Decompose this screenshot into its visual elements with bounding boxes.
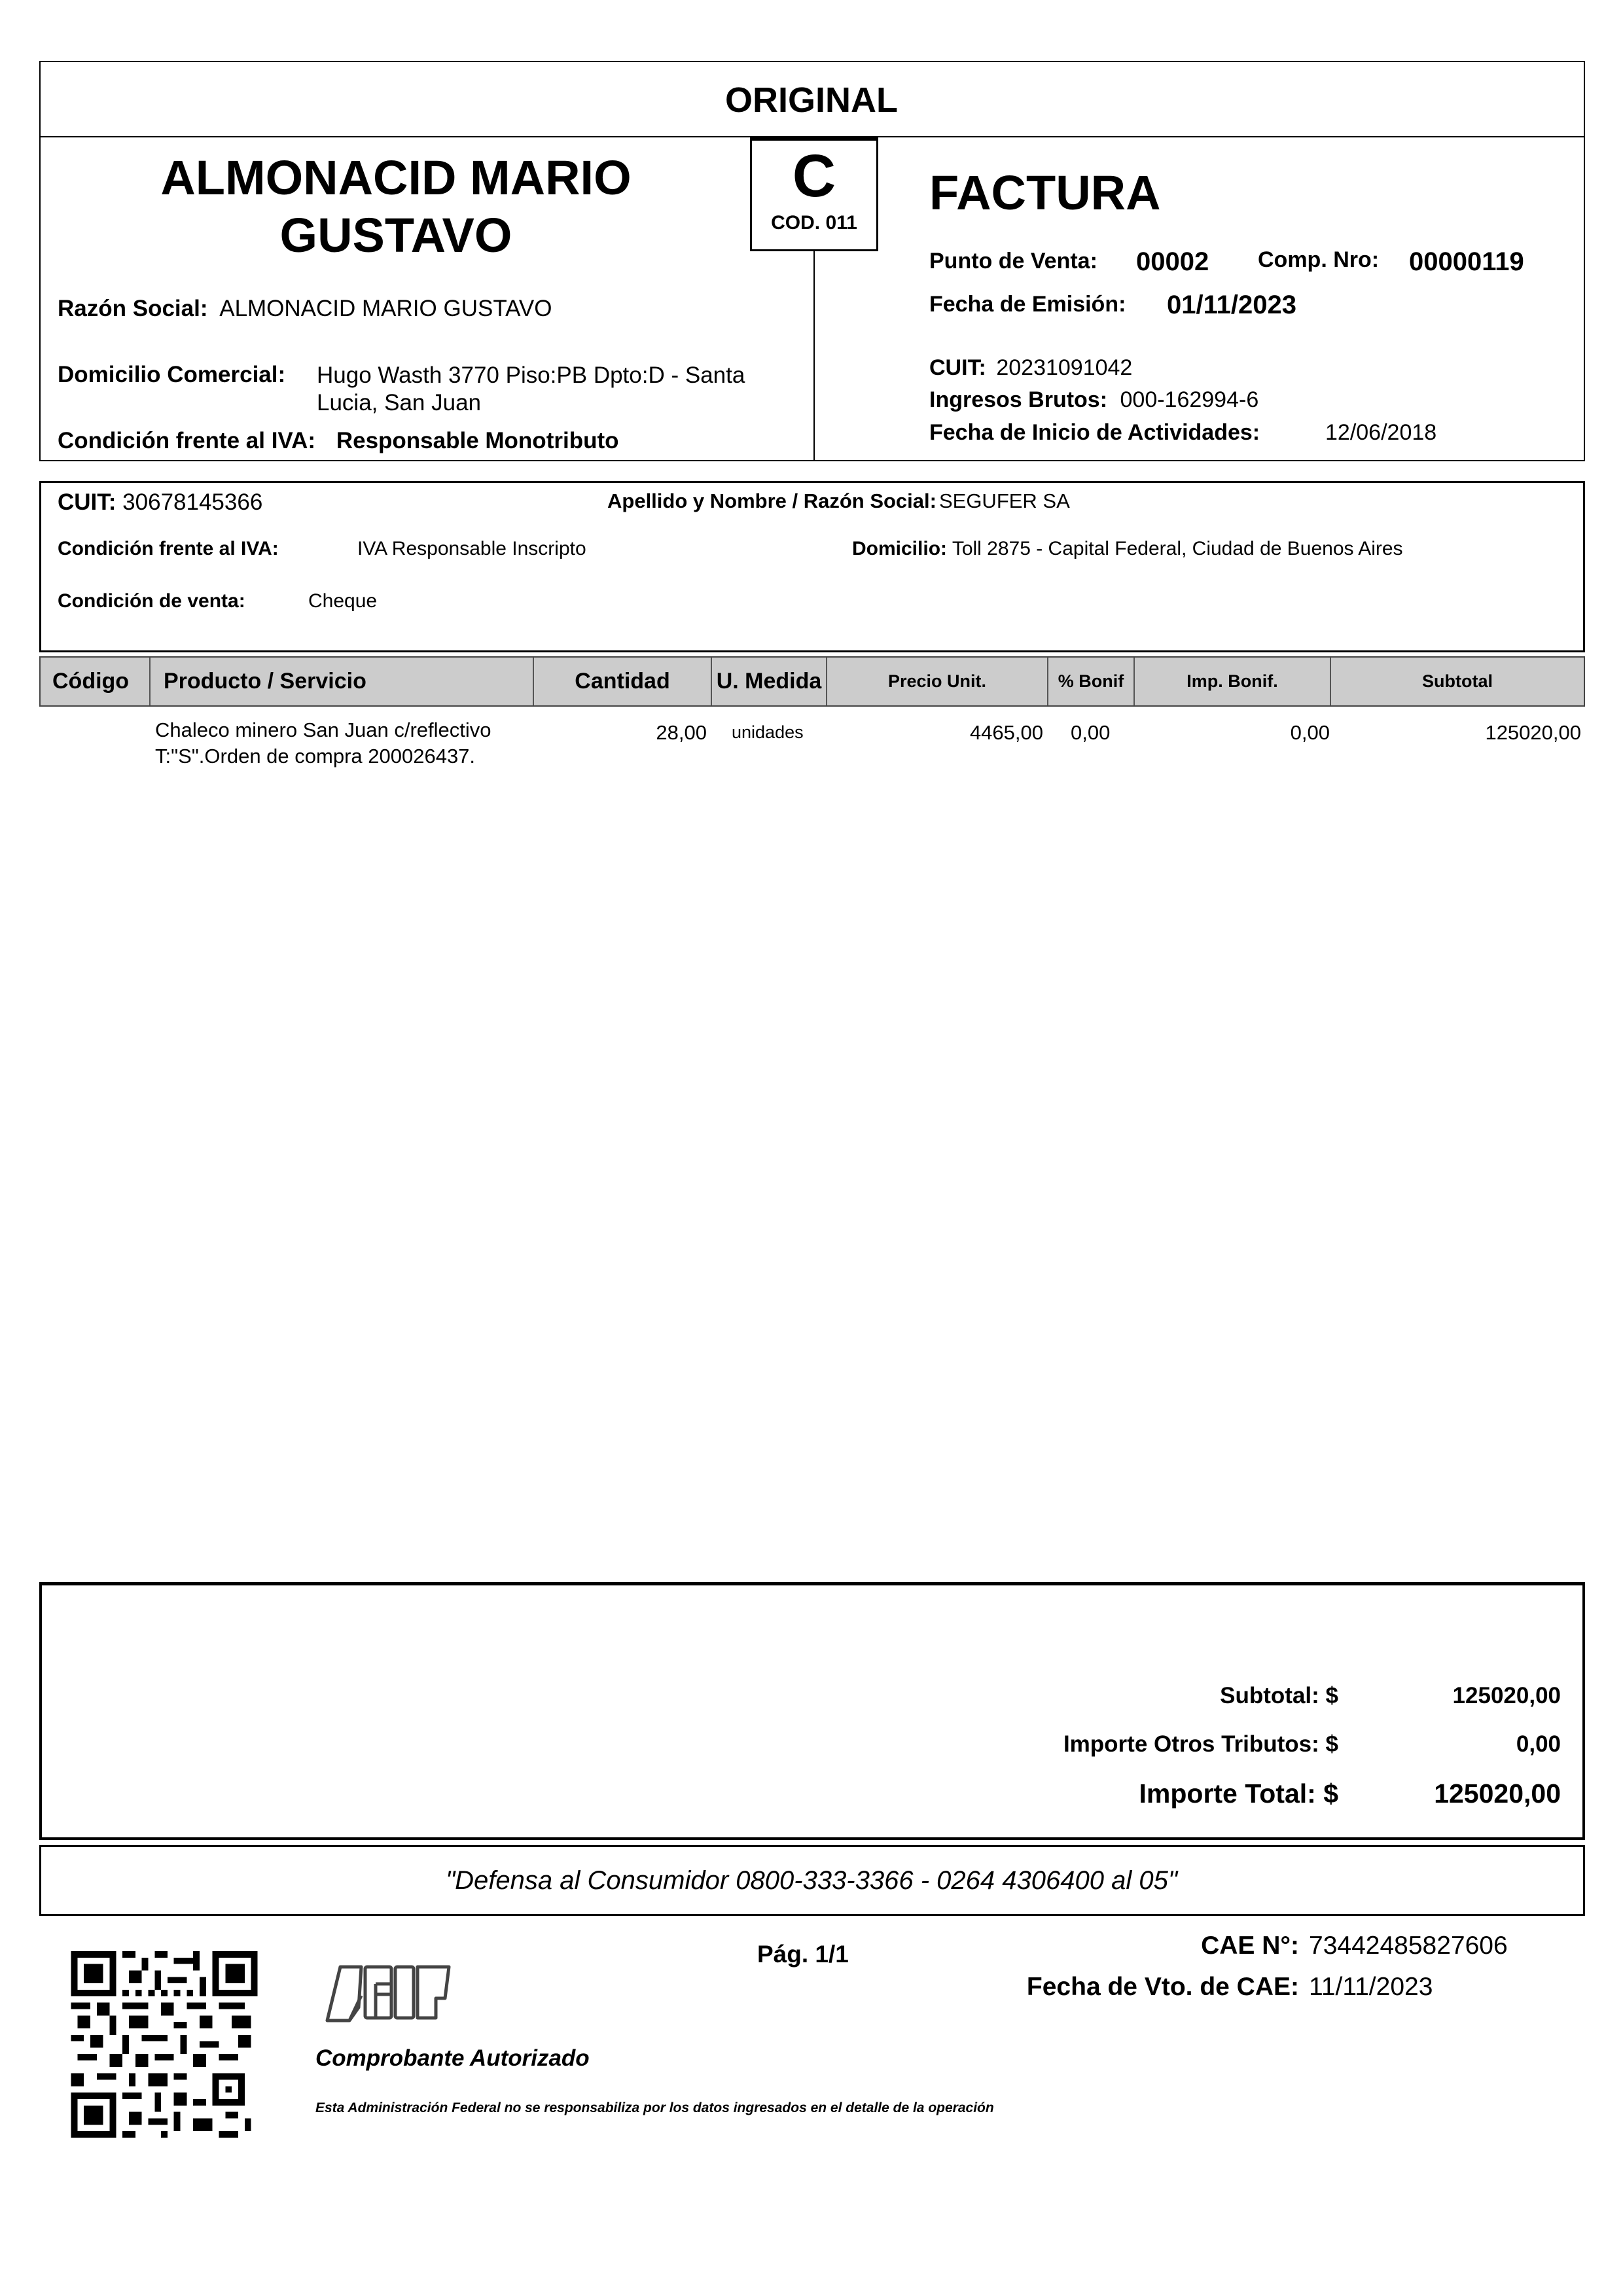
punto-venta: 00002 [1136,247,1209,276]
fecha-emision-label: Fecha de Emisión: [929,292,1126,317]
row-unidad: unidades [732,722,804,742]
otros-tributos-label: Importe Otros Tributos: $ [1063,1731,1338,1757]
fecha-emision: 01/11/2023 [1167,291,1296,319]
col-cantidad: Cantidad [534,658,712,705]
row-subtotal: 125020,00 [1485,721,1581,744]
issuer-name [39,149,753,264]
issuer-domicilio: Hugo Wasth 3770 Piso:PB Dpto:D - Santa Lucia, San Juan [317,362,745,415]
col-precio-unit: Precio Unit. [827,658,1048,705]
client-condicion-iva-label: Condición frente al IVA: [58,538,279,559]
row-precio-unit: 4465,00 [969,721,1043,744]
afip-logo-icon [321,1962,452,2027]
col-pct-bonif: % Bonif [1048,658,1135,705]
subtotal-label: Subtotal: $ [1220,1683,1338,1708]
condicion-venta: Cheque [308,590,378,612]
inicio-actividades: 12/06/2018 [1325,420,1437,445]
row-pct-bonif: 0,00 [1071,721,1111,744]
total-value: 125020,00 [1434,1778,1561,1809]
client-nombre: Apellido y Nombre / Razón Social: SEGUFER SA [607,489,1070,512]
issuer-condicion-iva: Condición frente al IVA: Responsable Monotributo [58,428,619,453]
col-codigo: Código [41,658,151,705]
row-cantidad: 28,00 [656,721,707,744]
comp-nro: 00000119 [1409,247,1524,276]
cae-label: CAE N°: [1201,1932,1299,1960]
invoice-code: COD. 011 [771,212,857,234]
col-imp-bonif: Imp. Bonif. [1135,658,1331,705]
issuer-razon-social: Razón Social: ALMONACID MARIO GUSTAVO [58,296,552,321]
subtotal-value: 125020,00 [1452,1683,1561,1708]
otros-tributos-value: 0,00 [1516,1731,1561,1757]
client-condicion-iva: IVA Responsable Inscripto [357,538,586,559]
col-subtotal: Subtotal [1331,658,1584,705]
total-label: Importe Total: $ [1139,1778,1338,1809]
copy-label: ORIGINAL [725,80,898,120]
issuer-name-line2: GUSTAVO [279,208,512,262]
issuer-domicilio-label: Domicilio Comercial: [58,362,286,387]
client-domicilio: Domicilio: Toll 2875 - Capital Federal, Ciudad de Buenos Aires [852,538,1403,559]
row-imp-bonif: 0,00 [1290,721,1330,744]
inicio-actividades-label: Fecha de Inicio de Actividades: [929,420,1260,445]
col-producto: Producto / Servicio [151,658,534,705]
row-producto: Chaleco minero San Juan c/reflectivo T:"S".Orden de compra 200026437. [155,718,491,768]
condicion-venta-label: Condición de venta: [58,590,245,612]
cae-vto-label: Fecha de Vto. de CAE: [1026,1973,1299,2001]
issuer-cuit: CUIT: 20231091042 [929,355,1133,380]
cae-vto: 11/11/2023 [1309,1973,1433,2001]
invoice-letter-box [750,137,878,251]
invoice-letter: C [792,143,836,209]
doc-type: FACTURA [929,166,1161,220]
header-center-divider [813,251,815,461]
cae-number: 73442485827606 [1309,1932,1508,1960]
ingresos-brutos: Ingresos Brutos: 000-162994-6 [929,387,1259,412]
punto-venta-label: Punto de Venta: [929,249,1097,274]
qr-code[interactable] [71,1951,258,2138]
totals-section [39,1582,1585,1840]
authorized-label: Comprobante Autorizado [315,2045,590,2071]
issuer-name-line1: ALMONACID MARIO [160,150,632,205]
comp-nro-label: Comp. Nro: [1258,247,1380,272]
consumer-notice: "Defensa al Consumidor 0800-333-3366 - 0264 4306400 al 05" [445,1866,1178,1895]
qr-code-icon [71,1951,258,2138]
col-unidad: U. Medida [712,658,827,705]
page-number: Pág. 1/1 [757,1941,849,1968]
disclaimer: Esta Administración Federal no se responsabiliza por los datos ingresados en el detalle de la operación [315,2100,994,2115]
client-cuit: CUIT: 30678145366 [58,489,263,515]
afip-logo [321,1962,452,2027]
